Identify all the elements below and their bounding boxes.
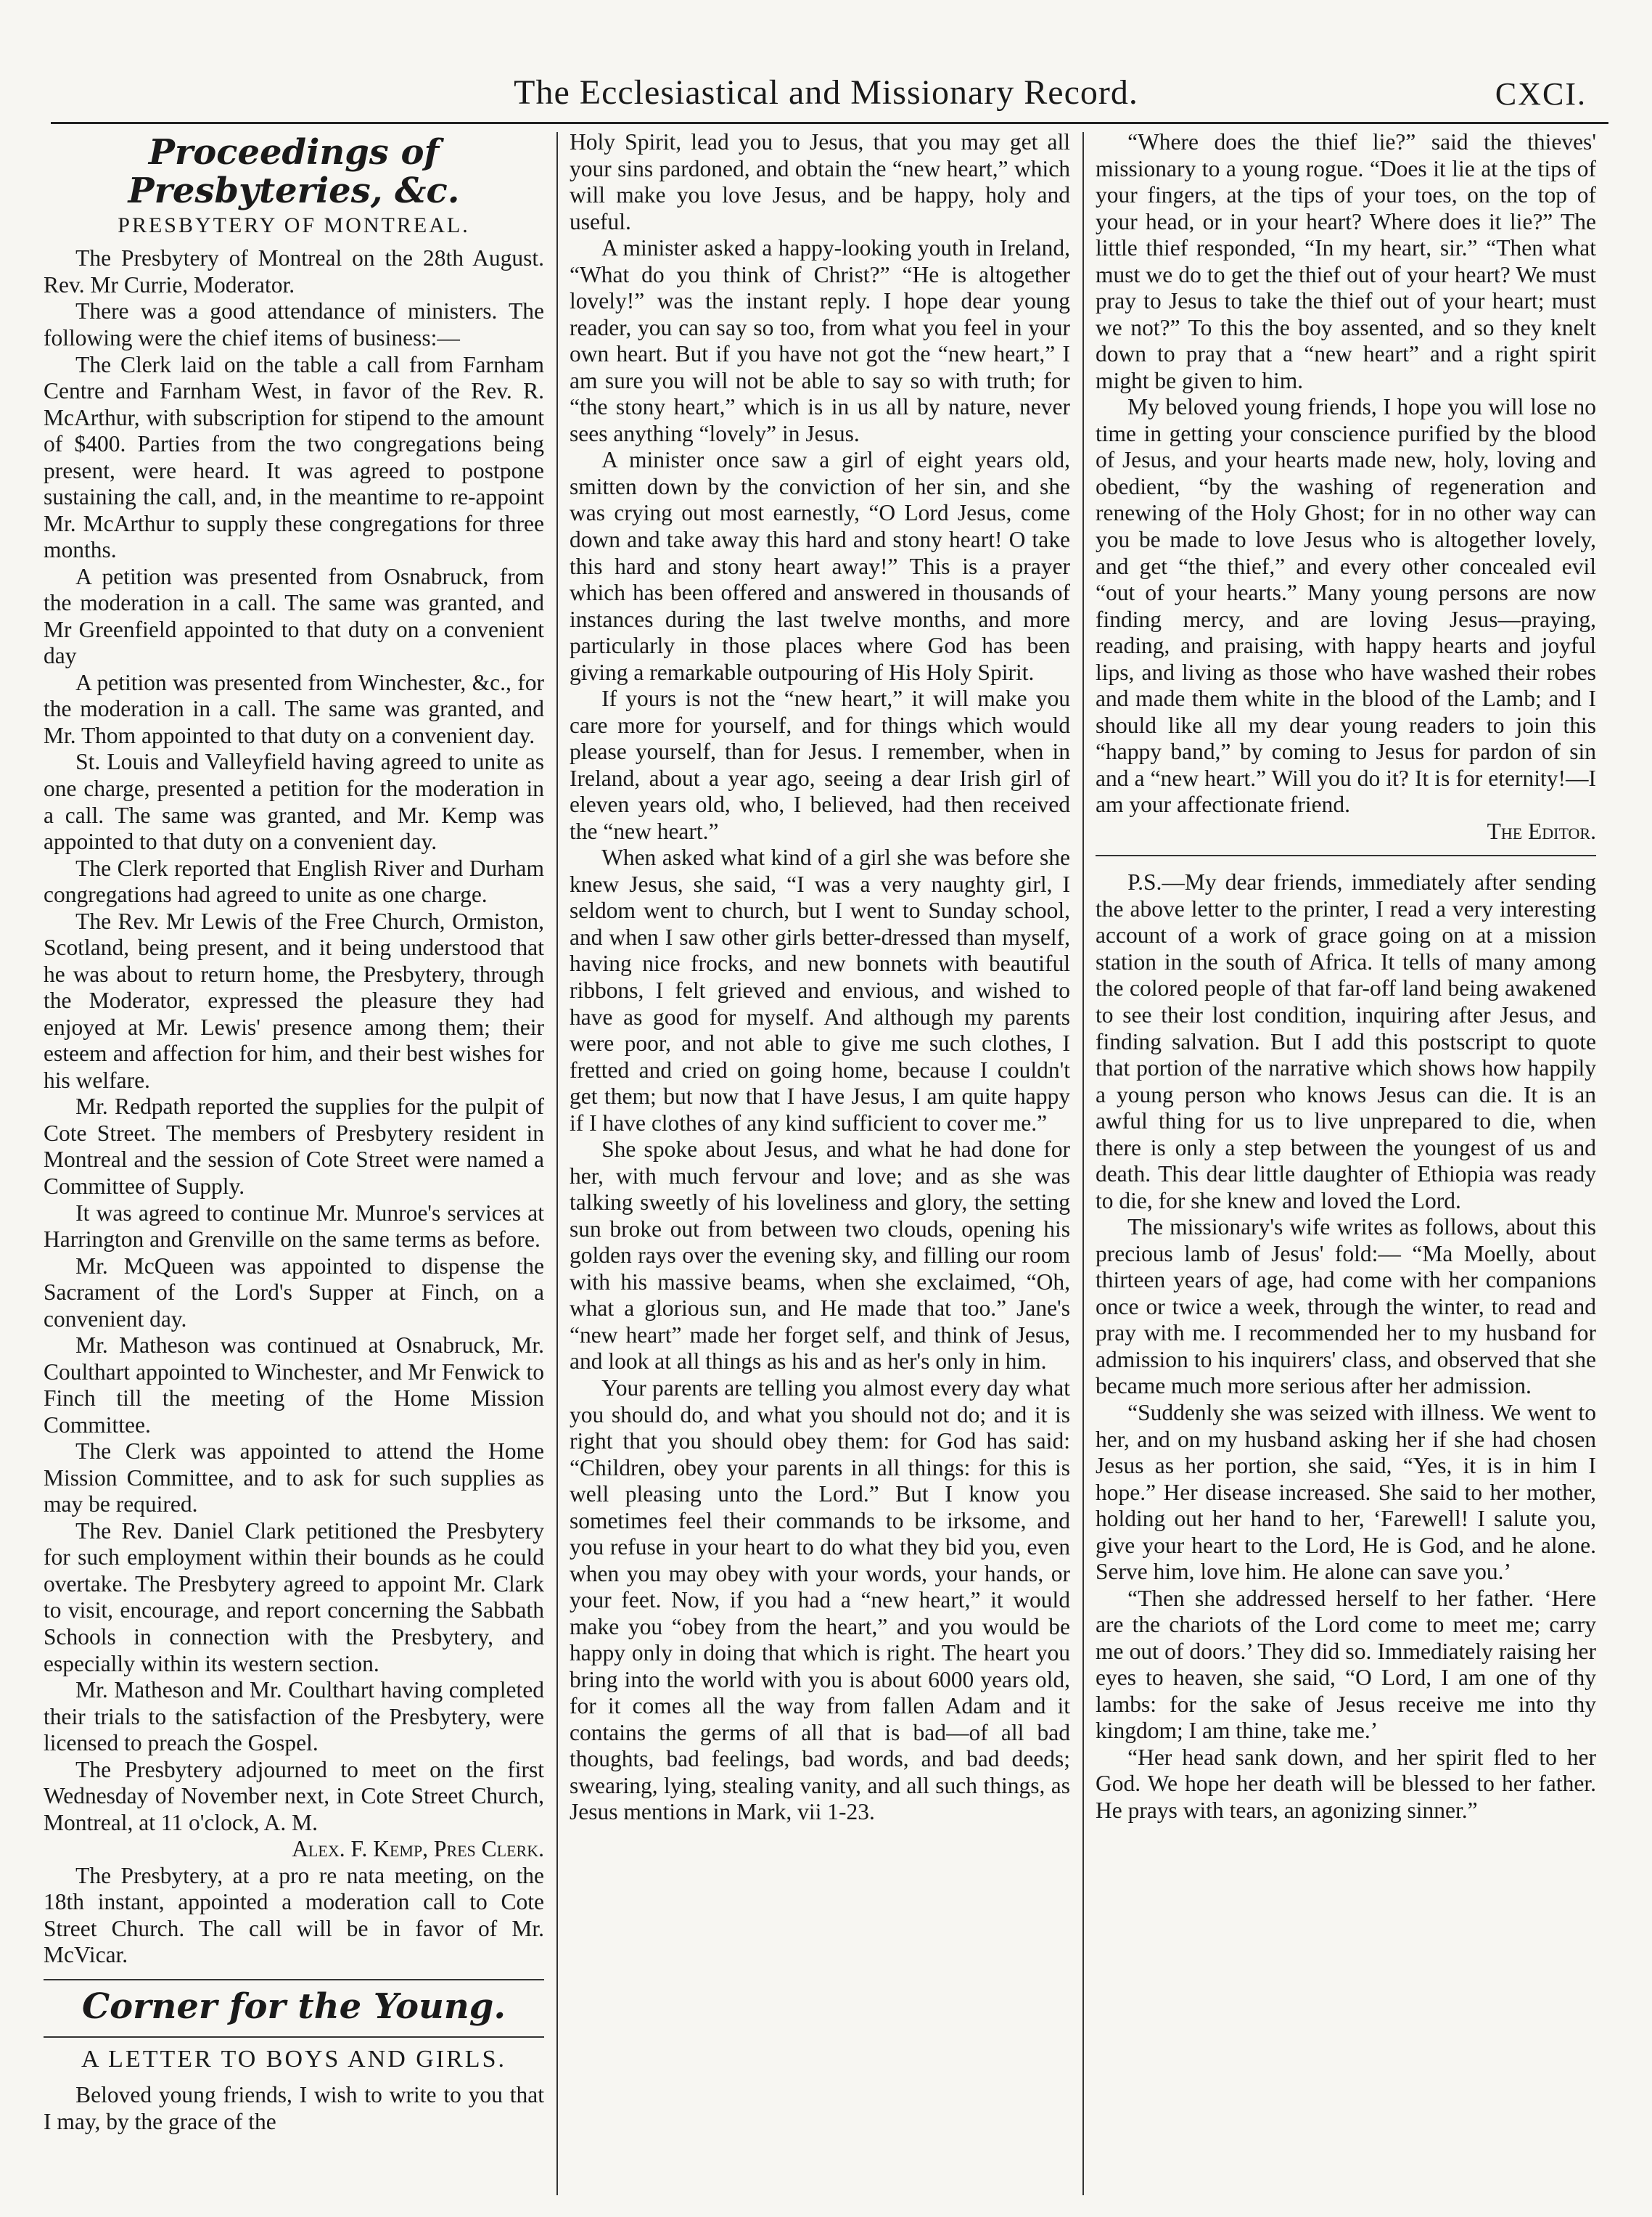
column-1 [44,129,544,2195]
paragraph: Mr. Redpath reported the supplies for the pulpit of Cote Street. The members of Presbytery resident in Montreal and the session of Cote Street were named a Committee of Supply. [44,1094,544,1199]
paragraph: My beloved young friends, I hope you will lose no time in getting your conscience purified by the blood of Jesus, and your hearts made new, holy, loving and obedient, “by the washing of regeneration and renewing of the Holy Ghost; for in no other way can you be made to love Jesus who is altogether lovely, and get “the thief,” and every other concealed evil “out of your hearts.” Many young persons are now finding mercy, and are loving Jesus—praying, reading, and praising, with happy hearts and joyful lips, and living as those who have washed their robes and made them white in the blood of the Lamb; and I should like all my dear young readers to join this “happy band,” by coming to Jesus for pardon of sin and a “new heart.” Will you do it? It is for eternity!—I am your affectionate friend. [1096,394,1596,818]
presbytery-subheading: PRESBYTERY OF MONTREAL. [118,213,470,237]
column-divider [556,132,558,2195]
paragraph: The Rev. Daniel Clark petitioned the Presbytery for such employment within their bounds as he could overtake. The Presbytery agreed to appoint Mr. Clark to visit, encourage, and report concerning the Sabbath Schools in connection with the Presbytery, and especially within its western section. [44,1517,544,1676]
paragraph: Holy Spirit, lead you to Jesus, that you may get all your sins pardoned, and obtain the “new heart,” which will make you love Jesus, and be happy, holy and useful. [570,129,1070,234]
paragraph: A minister asked a happy-looking youth in Ireland, “What do you think of Christ?” “He is altogether lovely!” was the instant reply. I hope dear young reader, you can say so too, from what you feel in your own heart. But if you have not got the “new heart,” I am sure you will not be able to say so with truth; for “the stony heart,” which is in us all by nature, never sees anything “lovely” in Jesus. [570,235,1070,446]
paragraph: The Presbytery of Montreal on the 28th August. Rev. Mr Currie, Moderator. [44,245,544,298]
presbyteries-heading: Proceedings of Presbyteries, &c. [128,132,460,211]
paragraph: “Where does the thief lie?” said the thieves' missionary to a young rogue. “Does it lie at the tips of your fingers, at the tips of your toes, on the top of your head, or in your heart? Where does it lie?” The little thief responded, “In my heart, sir.” “Then what must we do to get the thief out of your heart? We must pray to Jesus to take the thief out of your heart; must we not?” To this the boy assented, and so they knelt down to pray that a “new heart” and a right spirit might be given to him. [1096,129,1596,393]
paragraph: The missionary's wife writes as follows, about this precious lamb of Jesus' fold:— “Ma Moelly, about thirteen years of age, had come with her companions once or twice a week, through the winter, to read and pray with me. I recommended her to my husband for admission to his inquirers' class, and observed that she became much more serious after her admission. [1096,1214,1596,1399]
paragraph: Mr. McQueen was appointed to dispense the Sacrament of the Lord's Supper at Finch, on a convenient day. [44,1253,544,1332]
paragraph: Mr. Matheson was continued at Osnabruck, Mr. Coulthart appointed to Winchester, and Mr Fenwick to Finch till the meeting of the Home Mission Committee. [44,1332,544,1438]
corner-heading: Corner for the Young. [81,1986,506,2027]
paragraph: “Suddenly she was seized with illness. We went to her, and on my husband asking her if she had chosen Jesus as her portion, she said, “Yes, it is in him I hope.” Her disease increased. She said to her mother, holding out her hand to her, ‘Farewell! I salute you, give your heart to the Lord, He is God, and he alone. Serve him, love him. He alone can save you.’ [1096,1399,1596,1585]
paragraph: If yours is not the “new heart,” it will make you care more for yourself, and for things which would please yourself, than for Jesus. I remember, when in Ireland, about a year ago, seeing a dear Irish girl of eleven years old, who, I believed, had then received the “new heart.” [570,686,1070,844]
paragraph: A petition was presented from Winchester, &c., for the moderation in a call. The same was granted, and Mr. Thom appointed to that duty on a convenient day. [44,669,544,748]
section-rule [44,2036,544,2038]
page-number: CXCI. [1495,76,1587,112]
paragraph: When asked what kind of a girl she was before she knew Jesus, she said, “I was a very naughty girl, I seldom went to church, but I went to Sunday school, and when I saw other girls better-dressed than myself, having nice frocks, and new bonnets with beautiful ribbons, I felt grieved and envious, and wished to have as good for myself. And although my parents were poor, and not able to give me such clothes, I fretted and cried on going home, because I couldn't get them; but now that I have Jesus, I am quite happy if I have clothes of any kind sufficient to cover me.” [570,845,1070,1136]
section-rule [1096,855,1596,856]
paragraph: “Her head sank down, and her spirit fled to her God. We hope her death will be blessed to her father. He prays with tears, an agonizing sinner.” [1096,1744,1596,1823]
paragraph: A minister once saw a girl of eight years old, smitten down by the conviction of her sin, and she was crying out most earnestly, “O Lord Jesus, come down and take away this hard and stony heart! O take this hard and stony heart away!” This is a prayer which has been offered and answered in thousands of instances during the last twelve months, and more particularly in those places where God has been giving a remarkable outpouring of His Holy Spirit. [570,447,1070,685]
paragraph: A petition was presented from Osnabruck, from the moderation in a call. The same was granted, and Mr Greenfield appointed to that duty on a convenient day [44,563,544,669]
paragraph: Mr. Matheson and Mr. Coulthart having completed their trials to the satisfaction of the Presbytery, were licensed to preach the Gospel. [44,1677,544,1756]
paragraph: There was a good attendance of ministers. The following were the chief items of business:— [44,298,544,351]
paragraph: She spoke about Jesus, and what he had done for her, with much fervour and love; and as she was talking sweetly of his loveliness and glory, the setting sun broke out from between two clouds, opening his golden rays over the evening sky, and filling our room with his massive beams, when she exclaimed, “Oh, what a glorious sun, and He made that too.” Jane's “new heart” made her forget self, and think of Jesus, and look at all things as his and as her's only in him. [570,1136,1070,1374]
paragraph: St. Louis and Valleyfield having agreed to unite as one charge, presented a petition for the moderation in a call. The same was granted, and Mr. Kemp was appointed to that duty on a convenient day. [44,749,544,855]
column-divider [1082,132,1084,2195]
paragraph: The Rev. Mr Lewis of the Free Church, Ormiston, Scotland, being present, and it being understood that he was about to return home, the Presbytery, through the Moderator, expressed the pleasure they had enjoyed at Mr. Lewis' presence among them; their esteem and affection for him, and their best wishes for his welfare. [44,908,544,1093]
header-rule [51,122,1608,124]
letter-title: A LETTER TO BOYS AND GIRLS. [81,2045,506,2073]
paragraph: The Presbytery, at a pro re nata meeting, on the 18th instant, appointed a moderation call to Cote Street Church. The call will be in favor of Mr. McVicar. [44,1862,544,1968]
publication-title: The Ecclesiastical and Missionary Record. [514,73,1138,112]
paragraph: Beloved young friends, I wish to write to you that I may, by the grace of the [44,2082,544,2134]
section-rule [44,1979,544,1980]
editor-signature: The Editor. [1487,818,1596,844]
paragraph: Your parents are telling you almost every day what you should do, and what you should not do; and it is right that you should obey them: for God has said: “Children, obey your parents in all things: for this is well pleasing unto the Lord.” But I know you sometimes feel their commands to be irksome, and you refuse in your heart to do what they bid you, even when you may obey with your words, your hands, or your feet. Now, if you had a “new heart,” it would make you “obey from the heart,” and you would be happy only in doing that which is right. The heart you bring into the world with you is about 6000 years old, for it comes all the way from fallen Adam and it contains the germs of all that is bad—of all bad thoughts, bad feelings, bad words, and bad deeds; swearing, lying, stealing vanity, and all such things, as Jesus mentions in Mark, vii 1-23. [570,1374,1070,1825]
paragraph: The Presbytery adjourned to meet on the first Wednesday of November next, in Cote Street Church, Montreal, at 11 o'clock, A. M. [44,1756,544,1835]
column-2 [570,129,1070,2195]
column-3 [1096,129,1596,2195]
paragraph: The Clerk laid on the table a call from Farnham Centre and Farnham West, in favor of the Rev. R. McArthur, with subscription for stipend to the amount of $400. Parties from the two congregations being present, were heard. It was agreed to postpone sustaining the call, and, in the meantime to re-appoint Mr. McArthur to supply these congregations for three months. [44,351,544,563]
paragraph: The Clerk reported that English River and Durham congregations had agreed to unite as one charge. [44,855,544,908]
paragraph: The Clerk was appointed to attend the Home Mission Committee, and to ask for such supplies as may be required. [44,1438,544,1517]
paragraph: “Then she addressed herself to her father. ‘Here are the chariots of the Lord come to meet me; carry me out of doors.’ They did so. Immediately raising her eyes to heaven, she said, “O Lord, I am one of thy lambs: for the sake of Jesus receive me into thy kingdom; I am thine, take me.’ [1096,1585,1596,1744]
clerk-signature: Alex. F. Kemp, Pres Clerk. [292,1836,544,1862]
page-header [44,67,1608,118]
paragraph: P.S.—My dear friends, immediately after sending the above letter to the printer, I read a very interesting account of a work of grace going on at a mission station in the south of Africa. It tells of many among the colored people of that far-off land being awakened to see their lost condition, inquiring after Jesus, and finding salvation. But I add this postscript to quote that portion of the narrative which shows how happily a young person who knows Jesus can die. It is an awful thing for us to live unprepared to die, when there is only a step between the youngest of us and death. This dear little daughter of Ethiopia was ready to die, for she knew and loved the Lord. [1096,869,1596,1213]
paragraph: It was agreed to continue Mr. Munroe's services at Harrington and Grenville on the same terms as before. [44,1200,544,1253]
